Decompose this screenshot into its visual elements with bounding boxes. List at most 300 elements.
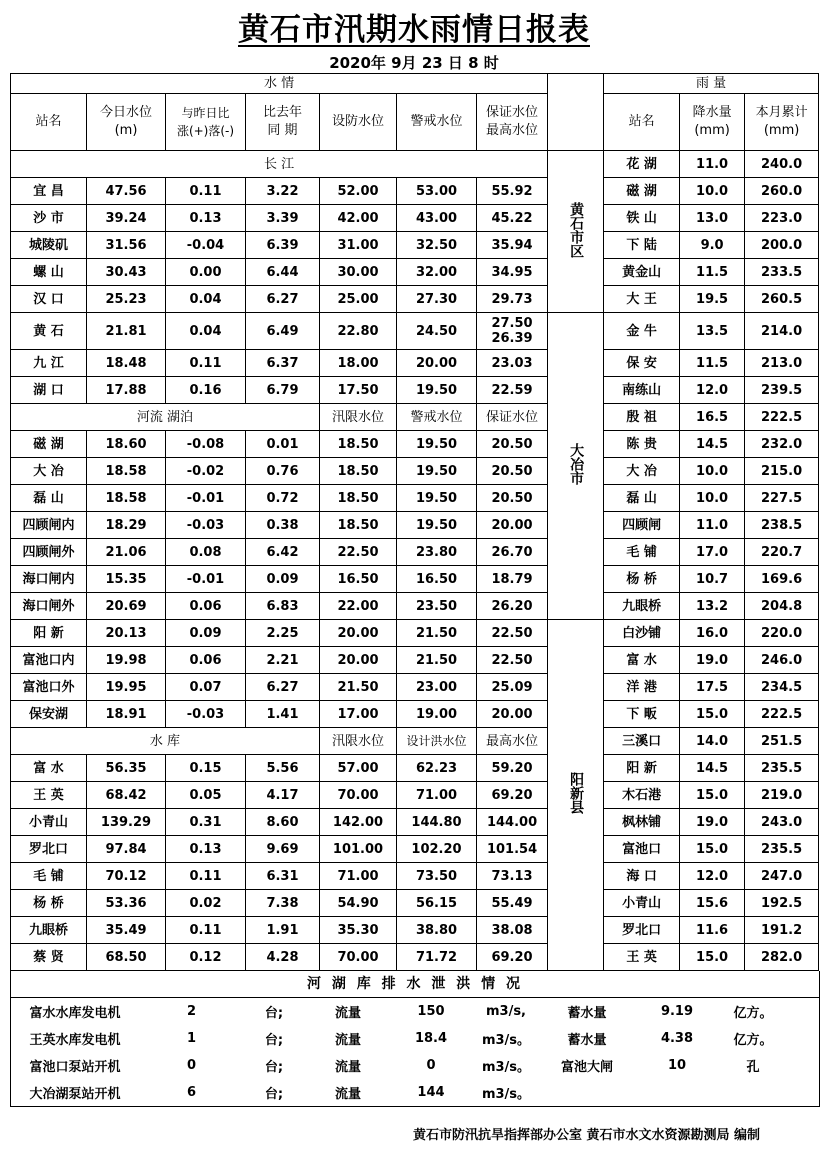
- vs-last-year: 7.38: [246, 890, 320, 917]
- rainfall-value: 11.0: [680, 151, 745, 178]
- discharge-cell: 亿方。: [733, 1006, 773, 1021]
- defense-level: 35.30: [320, 917, 397, 944]
- station-row: [11, 674, 819, 701]
- rain-station-name: 磁 湖: [604, 178, 680, 205]
- month-total-value: 214.0: [745, 313, 819, 350]
- section-yangtze: 长 江: [11, 151, 548, 178]
- station-name: 杨 桥: [11, 890, 87, 917]
- guarantee-level: 101.54: [477, 836, 548, 863]
- warning-level: 24.50: [397, 313, 477, 350]
- guarantee-level: 38.08: [477, 917, 548, 944]
- discharge-cell: m3/s。: [481, 1087, 531, 1102]
- today-level: 17.88: [87, 377, 166, 404]
- rain-station-name: 铁 山: [604, 205, 680, 232]
- today-level: 15.35: [87, 566, 166, 593]
- today-level: 139.29: [87, 809, 166, 836]
- guarantee-level: 35.94: [477, 232, 548, 259]
- station-row: [11, 566, 819, 593]
- rain-station-name: 小青山: [604, 890, 680, 917]
- rainfall-value: 13.5: [680, 313, 745, 350]
- rainfall-value: 14.0: [680, 728, 745, 755]
- discharge-cell: 0: [186, 1058, 197, 1073]
- month-total-value: 219.0: [745, 782, 819, 809]
- today-level: 21.81: [87, 313, 166, 350]
- guarantee-level: 144.00: [477, 809, 548, 836]
- rainfall-value: 16.5: [680, 404, 745, 431]
- report-table-wrapper: [10, 73, 818, 1107]
- month-total-value: 215.0: [745, 458, 819, 485]
- vs-last-year: 4.28: [246, 944, 320, 971]
- station-row: [11, 620, 819, 647]
- report-date: 2020年 9月 23 日 8 时: [329, 54, 499, 72]
- vs-last-year: 6.42: [246, 539, 320, 566]
- station-name: 湖 口: [11, 377, 87, 404]
- defense-level: 17.00: [320, 701, 397, 728]
- vs-yesterday: 0.11: [166, 350, 246, 377]
- month-total-value: 260.5: [745, 286, 819, 313]
- rain-station-name: 枫林铺: [604, 809, 680, 836]
- today-level: 20.69: [87, 593, 166, 620]
- vs-yesterday: 0.11: [166, 178, 246, 205]
- vs-last-year: 6.83: [246, 593, 320, 620]
- discharge-cell: 蓄水量: [567, 1006, 607, 1021]
- guarantee-level: 45.22: [477, 205, 548, 232]
- defense-level: 20.00: [320, 647, 397, 674]
- defense-level: 57.00: [320, 755, 397, 782]
- defense-level: 18.50: [320, 458, 397, 485]
- footer-editor: 黄石市防汛抗旱指挥部办公室 黄石市水文水资源勘测局 编制: [412, 1128, 760, 1143]
- discharge-cell: 18.4: [414, 1031, 448, 1046]
- discharge-cell: 144: [417, 1085, 445, 1100]
- defense-level: 18.50: [320, 485, 397, 512]
- rain-station-name: 殷 祖: [604, 404, 680, 431]
- rain-station-name: 富 水: [604, 647, 680, 674]
- rainfall-value: 17.5: [680, 674, 745, 701]
- today-level: 70.12: [87, 863, 166, 890]
- today-level: 21.06: [87, 539, 166, 566]
- guarantee-level: 25.09: [477, 674, 548, 701]
- vs-last-year: 9.69: [246, 836, 320, 863]
- col-month-total: 本月累计 (mm): [745, 94, 819, 151]
- water-section-header: 水 情: [11, 74, 548, 94]
- station-name: 黄 石: [11, 313, 87, 350]
- col-vs-yesterday: 与昨日比 涨(+)落(-): [166, 94, 246, 151]
- month-total-value: 227.5: [745, 485, 819, 512]
- station-name: 沙 市: [11, 205, 87, 232]
- rain-section-header: 雨 量: [604, 74, 819, 94]
- vs-yesterday: 0.11: [166, 917, 246, 944]
- rainfall-value: 19.5: [680, 286, 745, 313]
- guarantee-level: 59.20: [477, 755, 548, 782]
- station-row: [11, 647, 819, 674]
- station-name: 阳 新: [11, 620, 87, 647]
- warning-level: 19.50: [397, 458, 477, 485]
- month-total-value: 235.5: [745, 836, 819, 863]
- discharge-cell: 150: [417, 1004, 445, 1019]
- defense-level: 17.50: [320, 377, 397, 404]
- defense-level: 70.00: [320, 944, 397, 971]
- rainfall-value: 19.0: [680, 809, 745, 836]
- vs-yesterday: 0.16: [166, 377, 246, 404]
- defense-level: 42.00: [320, 205, 397, 232]
- today-level: 20.13: [87, 620, 166, 647]
- warning-level: 32.50: [397, 232, 477, 259]
- guarantee-level: 27.50 26.39: [477, 313, 548, 350]
- guarantee-level: 20.50: [477, 431, 548, 458]
- section-col-label: 设计洪水位: [397, 728, 477, 755]
- today-level: 68.50: [87, 944, 166, 971]
- month-total-value: 234.5: [745, 674, 819, 701]
- station-name: 螺 山: [11, 259, 87, 286]
- station-row: [11, 782, 819, 809]
- station-name: 小青山: [11, 809, 87, 836]
- defense-level: 18.00: [320, 350, 397, 377]
- station-name: 富池口外: [11, 674, 87, 701]
- defense-level: 70.00: [320, 782, 397, 809]
- rain-station-name: 金 牛: [604, 313, 680, 350]
- month-total-value: 213.0: [745, 350, 819, 377]
- rain-station-name: 下 陆: [604, 232, 680, 259]
- discharge-row: [11, 1025, 819, 1052]
- defense-level: 101.00: [320, 836, 397, 863]
- today-level: 18.48: [87, 350, 166, 377]
- discharge-cell: 大冶湖泵站开机: [29, 1087, 121, 1102]
- vs-yesterday: -0.08: [166, 431, 246, 458]
- month-total-value: 233.5: [745, 259, 819, 286]
- region-label: [548, 620, 604, 971]
- station-row: [11, 836, 819, 863]
- vs-yesterday: -0.04: [166, 232, 246, 259]
- rain-station-name: 白沙铺: [604, 620, 680, 647]
- warning-level: 144.80: [397, 809, 477, 836]
- rainfall-value: 9.0: [680, 232, 745, 259]
- station-row: [11, 593, 819, 620]
- vs-yesterday: 0.08: [166, 539, 246, 566]
- rain-station-name: 大 冶: [604, 458, 680, 485]
- station-name: 保安湖: [11, 701, 87, 728]
- rainfall-value: 13.2: [680, 593, 745, 620]
- defense-level: 18.50: [320, 512, 397, 539]
- station-row: [11, 205, 819, 232]
- discharge-row: [11, 998, 819, 1025]
- discharge-cell: 台;: [264, 1033, 284, 1048]
- rain-station-name: 下 畈: [604, 701, 680, 728]
- rainfall-value: 11.5: [680, 259, 745, 286]
- warning-level: 32.00: [397, 259, 477, 286]
- guarantee-level: 20.00: [477, 701, 548, 728]
- station-row: [11, 286, 819, 313]
- today-level: 19.95: [87, 674, 166, 701]
- vs-last-year: 2.21: [246, 647, 320, 674]
- station-name: 四顾闸外: [11, 539, 87, 566]
- discharge-cell: 流量: [334, 1033, 361, 1048]
- section-col-label: 汛限水位: [320, 404, 397, 431]
- station-row: [11, 350, 819, 377]
- rain-station-name: 罗北口: [604, 917, 680, 944]
- discharge-cell: 富池口泵站开机: [29, 1060, 121, 1075]
- warning-level: 23.00: [397, 674, 477, 701]
- month-total-value: 200.0: [745, 232, 819, 259]
- section-col-label: 保证水位: [477, 404, 548, 431]
- station-name: 九眼桥: [11, 917, 87, 944]
- month-total-value: 204.8: [745, 593, 819, 620]
- rainfall-value: 11.5: [680, 350, 745, 377]
- today-level: 19.98: [87, 647, 166, 674]
- region-label: [548, 151, 604, 313]
- guarantee-level: 29.73: [477, 286, 548, 313]
- vs-last-year: 0.01: [246, 431, 320, 458]
- today-level: 18.58: [87, 485, 166, 512]
- month-total-value: 191.2: [745, 917, 819, 944]
- today-level: 18.29: [87, 512, 166, 539]
- defense-level: 25.00: [320, 286, 397, 313]
- discharge-cell: 亿方。: [733, 1033, 773, 1048]
- station-row: [11, 431, 819, 458]
- month-total-value: 235.5: [745, 755, 819, 782]
- rainfall-value: 17.0: [680, 539, 745, 566]
- discharge-cell: 流量: [334, 1087, 361, 1102]
- vs-last-year: 0.72: [246, 485, 320, 512]
- discharge-row: [11, 1052, 819, 1079]
- col-defense-level: 设防水位: [320, 94, 397, 151]
- col-warning-level: 警戒水位: [397, 94, 477, 151]
- station-name: 城陵矶: [11, 232, 87, 259]
- defense-level: 71.00: [320, 863, 397, 890]
- guarantee-level: 55.49: [477, 890, 548, 917]
- col-guarantee-level: 保证水位 最高水位: [477, 94, 548, 151]
- report-title: 黄石市汛期水雨情日报表: [238, 12, 590, 48]
- vs-yesterday: -0.01: [166, 485, 246, 512]
- station-row: [11, 232, 819, 259]
- month-total-value: 223.0: [745, 205, 819, 232]
- warning-level: 16.50: [397, 566, 477, 593]
- discharge-cell: 10: [667, 1058, 687, 1073]
- today-level: 25.23: [87, 286, 166, 313]
- guarantee-level: 20.00: [477, 512, 548, 539]
- rainfall-value: 19.0: [680, 647, 745, 674]
- month-total-value: 251.5: [745, 728, 819, 755]
- station-row: [11, 485, 819, 512]
- discharge-cell: 2: [186, 1004, 197, 1019]
- header-spacer: [548, 74, 604, 94]
- station-row: [11, 890, 819, 917]
- col-station: 站名: [11, 94, 87, 151]
- station-name: 磁 湖: [11, 431, 87, 458]
- vs-yesterday: 0.00: [166, 259, 246, 286]
- header-row-columns: [11, 94, 819, 151]
- vs-yesterday: 0.11: [166, 863, 246, 890]
- vs-yesterday: 0.31: [166, 809, 246, 836]
- warning-level: 19.50: [397, 512, 477, 539]
- warning-level: 73.50: [397, 863, 477, 890]
- region-name: 阳新县: [568, 772, 585, 814]
- rain-station-name: 海 口: [604, 863, 680, 890]
- station-name: 磊 山: [11, 485, 87, 512]
- discharge-cell: 富池大闸: [560, 1060, 613, 1075]
- month-total-value: 240.0: [745, 151, 819, 178]
- month-total-value: 282.0: [745, 944, 819, 971]
- rain-station-name: 南练山: [604, 377, 680, 404]
- rainfall-value: 10.0: [680, 178, 745, 205]
- station-row: [11, 259, 819, 286]
- col-rainfall: 降水量 (mm): [680, 94, 745, 151]
- vs-last-year: 3.22: [246, 178, 320, 205]
- guarantee-level: 26.70: [477, 539, 548, 566]
- vs-yesterday: 0.15: [166, 755, 246, 782]
- warning-level: 21.50: [397, 620, 477, 647]
- discharge-cell: 富水水库发电机: [29, 1006, 121, 1021]
- month-total-value: 238.5: [745, 512, 819, 539]
- discharge-cell: 1: [186, 1031, 197, 1046]
- vs-last-year: 2.25: [246, 620, 320, 647]
- month-total-value: 243.0: [745, 809, 819, 836]
- discharge-cell: 流量: [334, 1060, 361, 1075]
- guarantee-level: 22.59: [477, 377, 548, 404]
- defense-level: 20.00: [320, 620, 397, 647]
- vs-yesterday: 0.05: [166, 782, 246, 809]
- guarantee-level: 69.20: [477, 944, 548, 971]
- guarantee-level: 18.79: [477, 566, 548, 593]
- vs-last-year: 6.27: [246, 674, 320, 701]
- vs-yesterday: 0.07: [166, 674, 246, 701]
- rainfall-value: 15.0: [680, 701, 745, 728]
- discharge-cell: m3/s。: [481, 1033, 531, 1048]
- vs-yesterday: 0.04: [166, 313, 246, 350]
- rainfall-value: 13.0: [680, 205, 745, 232]
- guarantee-level: 34.95: [477, 259, 548, 286]
- today-level: 31.56: [87, 232, 166, 259]
- rain-station-name: 阳 新: [604, 755, 680, 782]
- station-row: [11, 917, 819, 944]
- month-total-value: 246.0: [745, 647, 819, 674]
- defense-level: 22.50: [320, 539, 397, 566]
- warning-level: 23.80: [397, 539, 477, 566]
- defense-level: 31.00: [320, 232, 397, 259]
- discharge-cell: 6: [186, 1085, 197, 1100]
- station-name: 海口闸外: [11, 593, 87, 620]
- rain-station-name: 保 安: [604, 350, 680, 377]
- water-rain-table: [10, 73, 819, 971]
- col-vs-last-year: 比去年 同 期: [246, 94, 320, 151]
- discharge-cell: 台;: [264, 1006, 284, 1021]
- station-name: 王 英: [11, 782, 87, 809]
- discharge-row: [11, 1079, 819, 1106]
- guarantee-level: 20.50: [477, 458, 548, 485]
- vs-yesterday: 0.06: [166, 647, 246, 674]
- station-name: 蔡 贤: [11, 944, 87, 971]
- vs-last-year: 1.91: [246, 917, 320, 944]
- station-name: 富池口内: [11, 647, 87, 674]
- section-col-label: 警戒水位: [397, 404, 477, 431]
- rainfall-value: 15.0: [680, 782, 745, 809]
- rainfall-value: 14.5: [680, 431, 745, 458]
- vs-yesterday: -0.02: [166, 458, 246, 485]
- warning-level: 19.50: [397, 377, 477, 404]
- defense-level: 54.90: [320, 890, 397, 917]
- today-level: 47.56: [87, 178, 166, 205]
- warning-level: 43.00: [397, 205, 477, 232]
- rainfall-value: 10.7: [680, 566, 745, 593]
- rainfall-value: 15.0: [680, 944, 745, 971]
- vs-last-year: 6.31: [246, 863, 320, 890]
- vs-last-year: 6.49: [246, 313, 320, 350]
- today-level: 97.84: [87, 836, 166, 863]
- station-row: [11, 944, 819, 971]
- region-name: 黄石市区: [568, 201, 585, 258]
- defense-level: 16.50: [320, 566, 397, 593]
- vs-last-year: 6.37: [246, 350, 320, 377]
- vs-last-year: 6.39: [246, 232, 320, 259]
- month-total-value: 220.7: [745, 539, 819, 566]
- warning-level: 19.50: [397, 431, 477, 458]
- warning-level: 23.50: [397, 593, 477, 620]
- warning-level: 62.23: [397, 755, 477, 782]
- rainfall-value: 10.0: [680, 485, 745, 512]
- month-total-value: 232.0: [745, 431, 819, 458]
- vs-last-year: 8.60: [246, 809, 320, 836]
- col-today-level: 今日水位 (m): [87, 94, 166, 151]
- discharge-cell: 9.19: [660, 1004, 694, 1019]
- station-row: [11, 313, 819, 350]
- rain-station-name: 花 湖: [604, 151, 680, 178]
- station-name: 罗北口: [11, 836, 87, 863]
- station-row: [11, 512, 819, 539]
- discharge-cell: 蓄水量: [567, 1033, 607, 1048]
- rain-station-name: 大 王: [604, 286, 680, 313]
- station-row: [11, 809, 819, 836]
- guarantee-level: 55.92: [477, 178, 548, 205]
- station-row: [11, 539, 819, 566]
- rain-station-name: 木石港: [604, 782, 680, 809]
- defense-level: 22.00: [320, 593, 397, 620]
- month-total-value: 192.5: [745, 890, 819, 917]
- vs-last-year: 1.41: [246, 701, 320, 728]
- region-label: [548, 313, 604, 620]
- rainfall-value: 11.0: [680, 512, 745, 539]
- discharge-cell: 孔: [746, 1060, 760, 1075]
- station-row: [11, 377, 819, 404]
- guarantee-level: 73.13: [477, 863, 548, 890]
- header-row-sections: [11, 74, 819, 94]
- vs-last-year: 5.56: [246, 755, 320, 782]
- discharge-cell: 王英水库发电机: [29, 1033, 121, 1048]
- guarantee-level: 69.20: [477, 782, 548, 809]
- rain-station-name: 王 英: [604, 944, 680, 971]
- station-name: 四顾闸内: [11, 512, 87, 539]
- rainfall-value: 14.5: [680, 755, 745, 782]
- vs-last-year: 6.79: [246, 377, 320, 404]
- vs-last-year: 3.39: [246, 205, 320, 232]
- section-row: [11, 151, 819, 178]
- vs-last-year: 6.27: [246, 286, 320, 313]
- discharge-cell: 流量: [334, 1006, 361, 1021]
- discharge-cell: 台;: [264, 1087, 284, 1102]
- rainfall-value: 16.0: [680, 620, 745, 647]
- col-rain-station: 站名: [604, 94, 680, 151]
- today-level: 18.91: [87, 701, 166, 728]
- warning-level: 19.00: [397, 701, 477, 728]
- guarantee-level: 23.03: [477, 350, 548, 377]
- discharge-title: 河 湖 库 排 水 泄 洪 情 况: [11, 971, 819, 998]
- month-total-value: 169.6: [745, 566, 819, 593]
- today-level: 53.36: [87, 890, 166, 917]
- month-total-value: 222.5: [745, 701, 819, 728]
- guarantee-level: 22.50: [477, 620, 548, 647]
- rainfall-value: 15.6: [680, 890, 745, 917]
- today-level: 18.60: [87, 431, 166, 458]
- vs-last-year: 0.38: [246, 512, 320, 539]
- station-name: 宜 昌: [11, 178, 87, 205]
